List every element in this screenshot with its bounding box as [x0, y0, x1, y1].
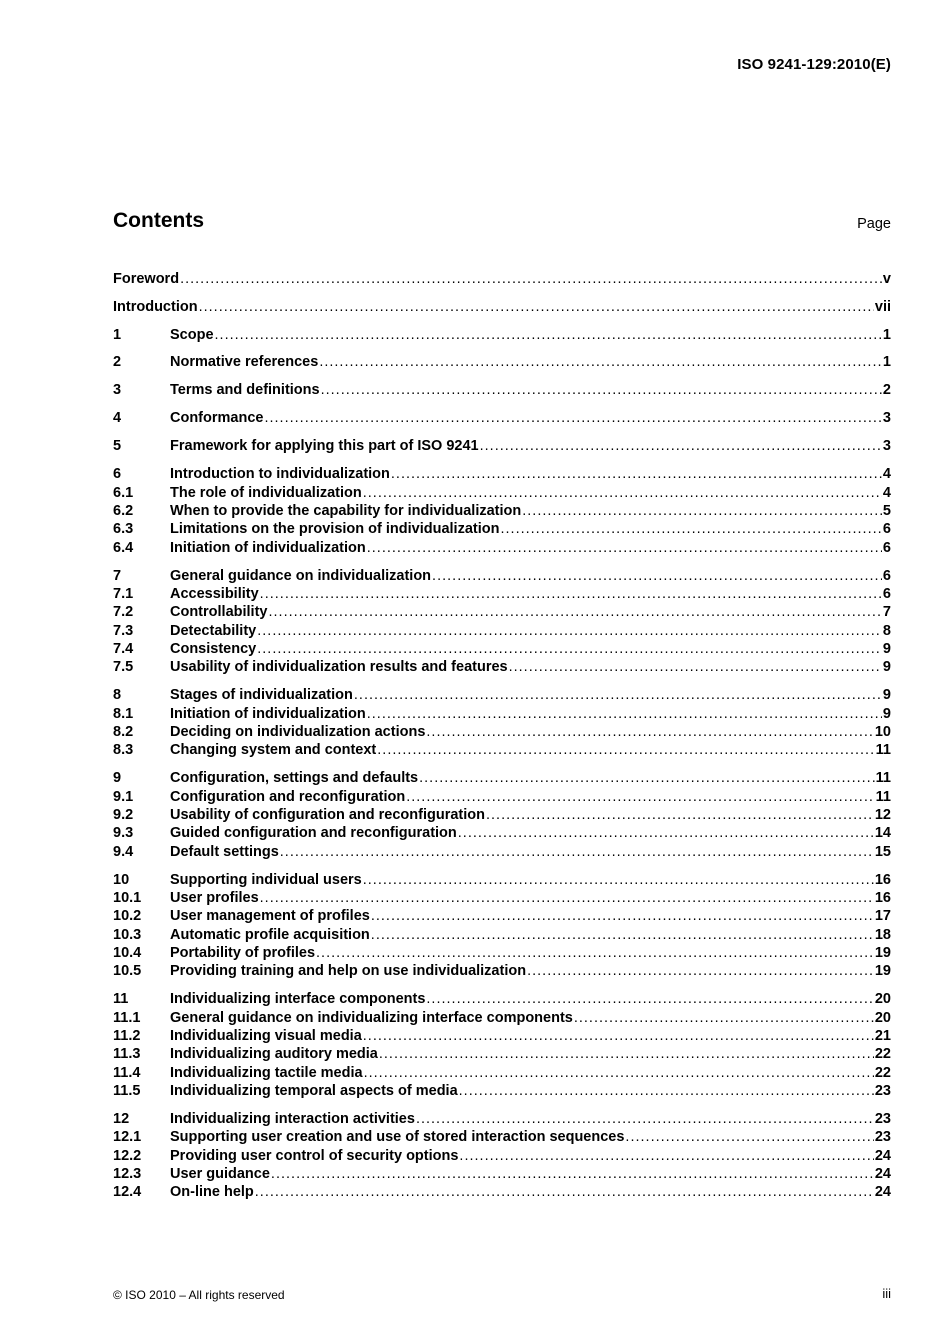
toc-entry[interactable] — [113, 437, 891, 455]
toc-entry-number: 8.1 — [113, 706, 134, 722]
dot-leader — [257, 622, 882, 640]
dot-leader — [459, 1082, 874, 1100]
toc-entry-title: Individualizing tactile media — [170, 1065, 363, 1081]
toc-entry-title: Individualizing interface components — [170, 991, 426, 1007]
toc-entry-page: 19 — [874, 963, 891, 979]
toc-entry-page: vii — [874, 299, 891, 315]
toc-entry-number: 11.5 — [113, 1083, 141, 1099]
toc-entry[interactable] — [113, 926, 891, 944]
toc-entry[interactable] — [113, 1110, 891, 1128]
dot-leader — [406, 788, 874, 806]
toc-entry-number: 4 — [113, 410, 122, 426]
toc-entry-page: 24 — [874, 1148, 891, 1164]
toc-entry-page: 22 — [874, 1046, 891, 1062]
toc-entry-page: 9 — [882, 706, 891, 722]
toc-entry-page: 20 — [874, 1010, 891, 1026]
dot-leader — [255, 1183, 874, 1201]
toc-entry-page: 3 — [882, 438, 891, 454]
page-column-label: Page — [857, 216, 891, 232]
toc-entry[interactable] — [113, 502, 891, 520]
toc-entry[interactable] — [113, 465, 891, 483]
toc-entry-page: 2 — [882, 382, 891, 398]
toc-entry-title: General guidance on individualization — [170, 568, 432, 584]
toc-entry-page: 8 — [882, 623, 891, 639]
dot-leader — [419, 769, 875, 787]
dot-leader — [215, 326, 882, 344]
dot-leader — [459, 1147, 873, 1165]
dot-leader — [371, 926, 874, 944]
toc-entry-title: Scope — [170, 327, 214, 343]
dot-leader — [321, 381, 882, 399]
toc-entry[interactable] — [113, 1027, 891, 1045]
dot-leader — [509, 658, 882, 676]
dot-leader — [354, 686, 882, 704]
toc-entry-number: 8.2 — [113, 724, 134, 740]
dot-leader — [426, 723, 873, 741]
toc-entry-number: 10.5 — [113, 963, 142, 979]
dot-leader — [379, 1045, 874, 1063]
toc-entry-page: 5 — [882, 503, 891, 519]
toc-entry-page: 20 — [874, 991, 891, 1007]
dot-leader — [264, 409, 881, 427]
toc-entry-number: 12.4 — [113, 1184, 142, 1200]
toc-entry[interactable] — [113, 270, 891, 288]
toc-entry[interactable] — [113, 1165, 891, 1183]
toc-entry-title: Individualizing auditory media — [170, 1046, 378, 1062]
toc-entry-number: 7.5 — [113, 659, 134, 675]
toc-entry[interactable] — [113, 381, 891, 399]
toc-entry[interactable] — [113, 585, 891, 603]
toc-entry-number: 9.1 — [113, 789, 134, 805]
toc-entry-page: 15 — [874, 844, 891, 860]
toc-entry-number: 9.2 — [113, 807, 134, 823]
toc-entry[interactable] — [113, 520, 891, 538]
toc-entry[interactable] — [113, 843, 891, 861]
document-id: ISO 9241-129:2010(E) — [737, 56, 891, 73]
toc-entry-page: 12 — [874, 807, 891, 823]
toc-entry-title: General guidance on individualizing interface components — [170, 1010, 573, 1026]
toc-entry[interactable] — [113, 962, 891, 980]
toc-entry-title: Providing training and help on use individualization — [170, 963, 527, 979]
dot-leader — [364, 1064, 874, 1082]
toc-entry-title: Deciding on individualization actions — [170, 724, 426, 740]
dot-leader — [180, 270, 882, 288]
dot-leader — [367, 705, 882, 723]
dot-leader — [363, 871, 874, 889]
dot-leader — [500, 520, 881, 538]
toc-entry[interactable] — [113, 1147, 891, 1165]
toc-entry-title: Conformance — [170, 410, 264, 426]
toc-entry-title: Initiation of individualization — [170, 540, 366, 556]
toc-entry-page: 23 — [874, 1129, 891, 1145]
dot-leader — [199, 298, 874, 316]
toc-entry[interactable] — [113, 1082, 891, 1100]
dot-leader — [319, 353, 882, 371]
toc-entry[interactable] — [113, 1009, 891, 1027]
table-of-contents — [113, 0, 891, 1344]
dot-leader — [363, 484, 882, 502]
toc-entry[interactable] — [113, 741, 891, 759]
dot-leader — [416, 1110, 874, 1128]
toc-entry-title: Supporting individual users — [170, 872, 362, 888]
toc-entry[interactable] — [113, 806, 891, 824]
toc-entry-page: 1 — [882, 327, 891, 343]
toc-entry-page: 9 — [882, 641, 891, 657]
toc-entry-title: Usability of configuration and reconfiguration — [170, 807, 485, 823]
dot-leader — [371, 907, 874, 925]
toc-entry-number: 11.4 — [113, 1065, 141, 1081]
toc-entry-page: 16 — [874, 890, 891, 906]
toc-entry[interactable] — [113, 1064, 891, 1082]
toc-entry-number: 9 — [113, 770, 122, 786]
dot-leader — [391, 465, 882, 483]
toc-entry-number: 11.2 — [113, 1028, 141, 1044]
toc-entry-page: 3 — [882, 410, 891, 426]
toc-entry-page: v — [882, 271, 891, 287]
toc-entry[interactable] — [113, 1128, 891, 1146]
toc-entry-title: Introduction to individualization — [170, 466, 390, 482]
toc-entry-title: Foreword — [113, 271, 180, 287]
dot-leader — [367, 539, 882, 557]
toc-entry-number: 10.2 — [113, 908, 142, 924]
toc-entry-number: 9.3 — [113, 825, 134, 841]
toc-entry-page: 17 — [874, 908, 891, 924]
toc-entry-number: 12.2 — [113, 1148, 142, 1164]
toc-entry-number: 6.2 — [113, 503, 134, 519]
toc-entry-page: 18 — [874, 927, 891, 943]
toc-entry-title: User management of profiles — [170, 908, 370, 924]
toc-entry-title: Controllability — [170, 604, 268, 620]
toc-entry-number: 6 — [113, 466, 122, 482]
toc-entry-page: 23 — [874, 1083, 891, 1099]
toc-entry-number: 3 — [113, 382, 122, 398]
toc-entry[interactable] — [113, 723, 891, 741]
toc-entry-number: 8 — [113, 687, 122, 703]
toc-entry[interactable] — [113, 907, 891, 925]
toc-entry-title: Detectability — [170, 623, 257, 639]
toc-entry-page: 16 — [874, 872, 891, 888]
dot-leader — [316, 944, 874, 962]
toc-entry-page: 6 — [882, 540, 891, 556]
toc-entry-number: 2 — [113, 354, 122, 370]
toc-entry-number: 9.4 — [113, 844, 134, 860]
toc-entry-title: Framework for applying this part of ISO 9241 — [170, 438, 479, 454]
toc-entry-number: 7.4 — [113, 641, 134, 657]
dot-leader — [432, 567, 882, 585]
toc-entry-title: Stages of individualization — [170, 687, 353, 703]
toc-entry-title: Consistency — [170, 641, 257, 657]
toc-entry-number: 6.3 — [113, 521, 134, 537]
toc-entry-page: 22 — [874, 1065, 891, 1081]
toc-entry-number: 11 — [113, 991, 129, 1007]
toc-entry-page: 24 — [874, 1184, 891, 1200]
toc-entry-page: 4 — [882, 485, 891, 501]
toc-entry-page: 6 — [882, 586, 891, 602]
toc-entry[interactable] — [113, 769, 891, 787]
toc-entry-title: Initiation of individualization — [170, 706, 366, 722]
toc-entry[interactable] — [113, 871, 891, 889]
toc-entry-number: 11.3 — [113, 1046, 141, 1062]
toc-entry-number: 10.1 — [113, 890, 142, 906]
toc-entry-title: User guidance — [170, 1166, 270, 1182]
toc-entry-page: 19 — [874, 945, 891, 961]
toc-entry-title: Individualizing temporal aspects of media — [170, 1083, 458, 1099]
toc-entry-page: 10 — [874, 724, 891, 740]
toc-entry-title: Portability of profiles — [170, 945, 316, 961]
toc-entry[interactable] — [113, 686, 891, 704]
toc-entry-title: Usability of individualization results and features — [170, 659, 508, 675]
toc-entry-title: Default settings — [170, 844, 279, 860]
dot-leader — [271, 1165, 874, 1183]
dot-leader — [377, 741, 874, 759]
toc-entry-title: Individualizing interaction activities — [170, 1111, 415, 1127]
toc-entry-title: User profiles — [170, 890, 259, 906]
toc-entry-number: 7.3 — [113, 623, 134, 639]
toc-entry[interactable] — [113, 889, 891, 907]
toc-entry-page: 6 — [882, 521, 891, 537]
toc-entry-number: 6.1 — [113, 485, 134, 501]
toc-entry-title: Changing system and context — [170, 742, 377, 758]
toc-entry[interactable] — [113, 409, 891, 427]
toc-entry[interactable] — [113, 603, 891, 621]
toc-entry-number: 7.1 — [113, 586, 134, 602]
toc-entry[interactable] — [113, 658, 891, 676]
footer-copyright: © ISO 2010 – All rights reserved — [113, 1288, 285, 1302]
contents-title: Contents — [113, 209, 204, 232]
dot-leader — [260, 585, 882, 603]
toc-entry-number: 11.1 — [113, 1010, 141, 1026]
dot-leader — [625, 1128, 873, 1146]
toc-entry[interactable] — [113, 640, 891, 658]
toc-entry[interactable] — [113, 824, 891, 842]
footer-page-number: iii — [882, 1286, 891, 1301]
toc-entry-title: On-line help — [170, 1184, 254, 1200]
toc-entry-number: 12 — [113, 1111, 130, 1127]
toc-entry-title: Configuration, settings and defaults — [170, 770, 419, 786]
toc-entry[interactable] — [113, 484, 891, 502]
toc-entry-page: 9 — [882, 659, 891, 675]
toc-entry-title: Configuration and reconfiguration — [170, 789, 406, 805]
toc-entry-title: Automatic profile acquisition — [170, 927, 370, 943]
toc-entry-page: 14 — [874, 825, 891, 841]
toc-entry-number: 12.1 — [113, 1129, 142, 1145]
toc-entry[interactable] — [113, 326, 891, 344]
dot-leader — [480, 437, 882, 455]
toc-entry[interactable] — [113, 622, 891, 640]
toc-entry-title: Introduction — [113, 299, 198, 315]
toc-entry-title: Normative references — [170, 354, 319, 370]
dot-leader — [458, 824, 874, 842]
toc-entry-title: When to provide the capability for individualization — [170, 503, 522, 519]
toc-entry[interactable] — [113, 1045, 891, 1063]
dot-leader — [527, 962, 874, 980]
toc-entry-title: Limitations on the provision of individualization — [170, 521, 500, 537]
dot-leader — [280, 843, 874, 861]
toc-entry-title: Guided configuration and reconfiguration — [170, 825, 457, 841]
toc-entry[interactable] — [113, 539, 891, 557]
toc-entry-number: 10.4 — [113, 945, 142, 961]
toc-entry[interactable] — [113, 944, 891, 962]
toc-entry-page: 11 — [875, 789, 891, 805]
toc-entry-title: Accessibility — [170, 586, 259, 602]
toc-entry-page: 21 — [874, 1028, 891, 1044]
toc-entry-title: Individualizing visual media — [170, 1028, 362, 1044]
toc-entry-page: 9 — [882, 687, 891, 703]
dot-leader — [363, 1027, 874, 1045]
dot-leader — [574, 1009, 874, 1027]
toc-entry[interactable] — [113, 567, 891, 585]
toc-entry-page: 1 — [882, 354, 891, 370]
toc-entry-number: 8.3 — [113, 742, 134, 758]
toc-entry-number: 1 — [113, 327, 122, 343]
toc-entry-number: 7.2 — [113, 604, 134, 620]
dot-leader — [486, 806, 874, 824]
toc-entry-page: 11 — [875, 770, 891, 786]
toc-entry-title: Providing user control of security options — [170, 1148, 459, 1164]
toc-entry-number: 7 — [113, 568, 122, 584]
toc-entry-title: Supporting user creation and use of stored interaction sequences — [170, 1129, 625, 1145]
toc-entry-page: 4 — [882, 466, 891, 482]
toc-entry-page: 6 — [882, 568, 891, 584]
dot-leader — [257, 640, 882, 658]
toc-entry-page: 7 — [882, 604, 891, 620]
dot-leader — [260, 889, 874, 907]
toc-entry-title: The role of individualization — [170, 485, 362, 501]
dot-leader — [268, 603, 881, 621]
toc-entry[interactable] — [113, 705, 891, 723]
toc-entry[interactable] — [113, 1183, 891, 1201]
toc-entry-page: 11 — [875, 742, 891, 758]
toc-entry-page: 24 — [874, 1166, 891, 1182]
toc-entry[interactable] — [113, 298, 891, 316]
toc-entry-title: Terms and definitions — [170, 382, 320, 398]
toc-entry[interactable] — [113, 990, 891, 1008]
toc-entry-number: 10.3 — [113, 927, 142, 943]
toc-entry-number: 5 — [113, 438, 122, 454]
toc-entry[interactable] — [113, 788, 891, 806]
toc-entry[interactable] — [113, 353, 891, 371]
toc-entry-number: 10 — [113, 872, 130, 888]
toc-entry-number: 6.4 — [113, 540, 134, 556]
dot-leader — [426, 990, 873, 1008]
toc-entry-number: 12.3 — [113, 1166, 142, 1182]
dot-leader — [522, 502, 882, 520]
toc-entry-page: 23 — [874, 1111, 891, 1127]
